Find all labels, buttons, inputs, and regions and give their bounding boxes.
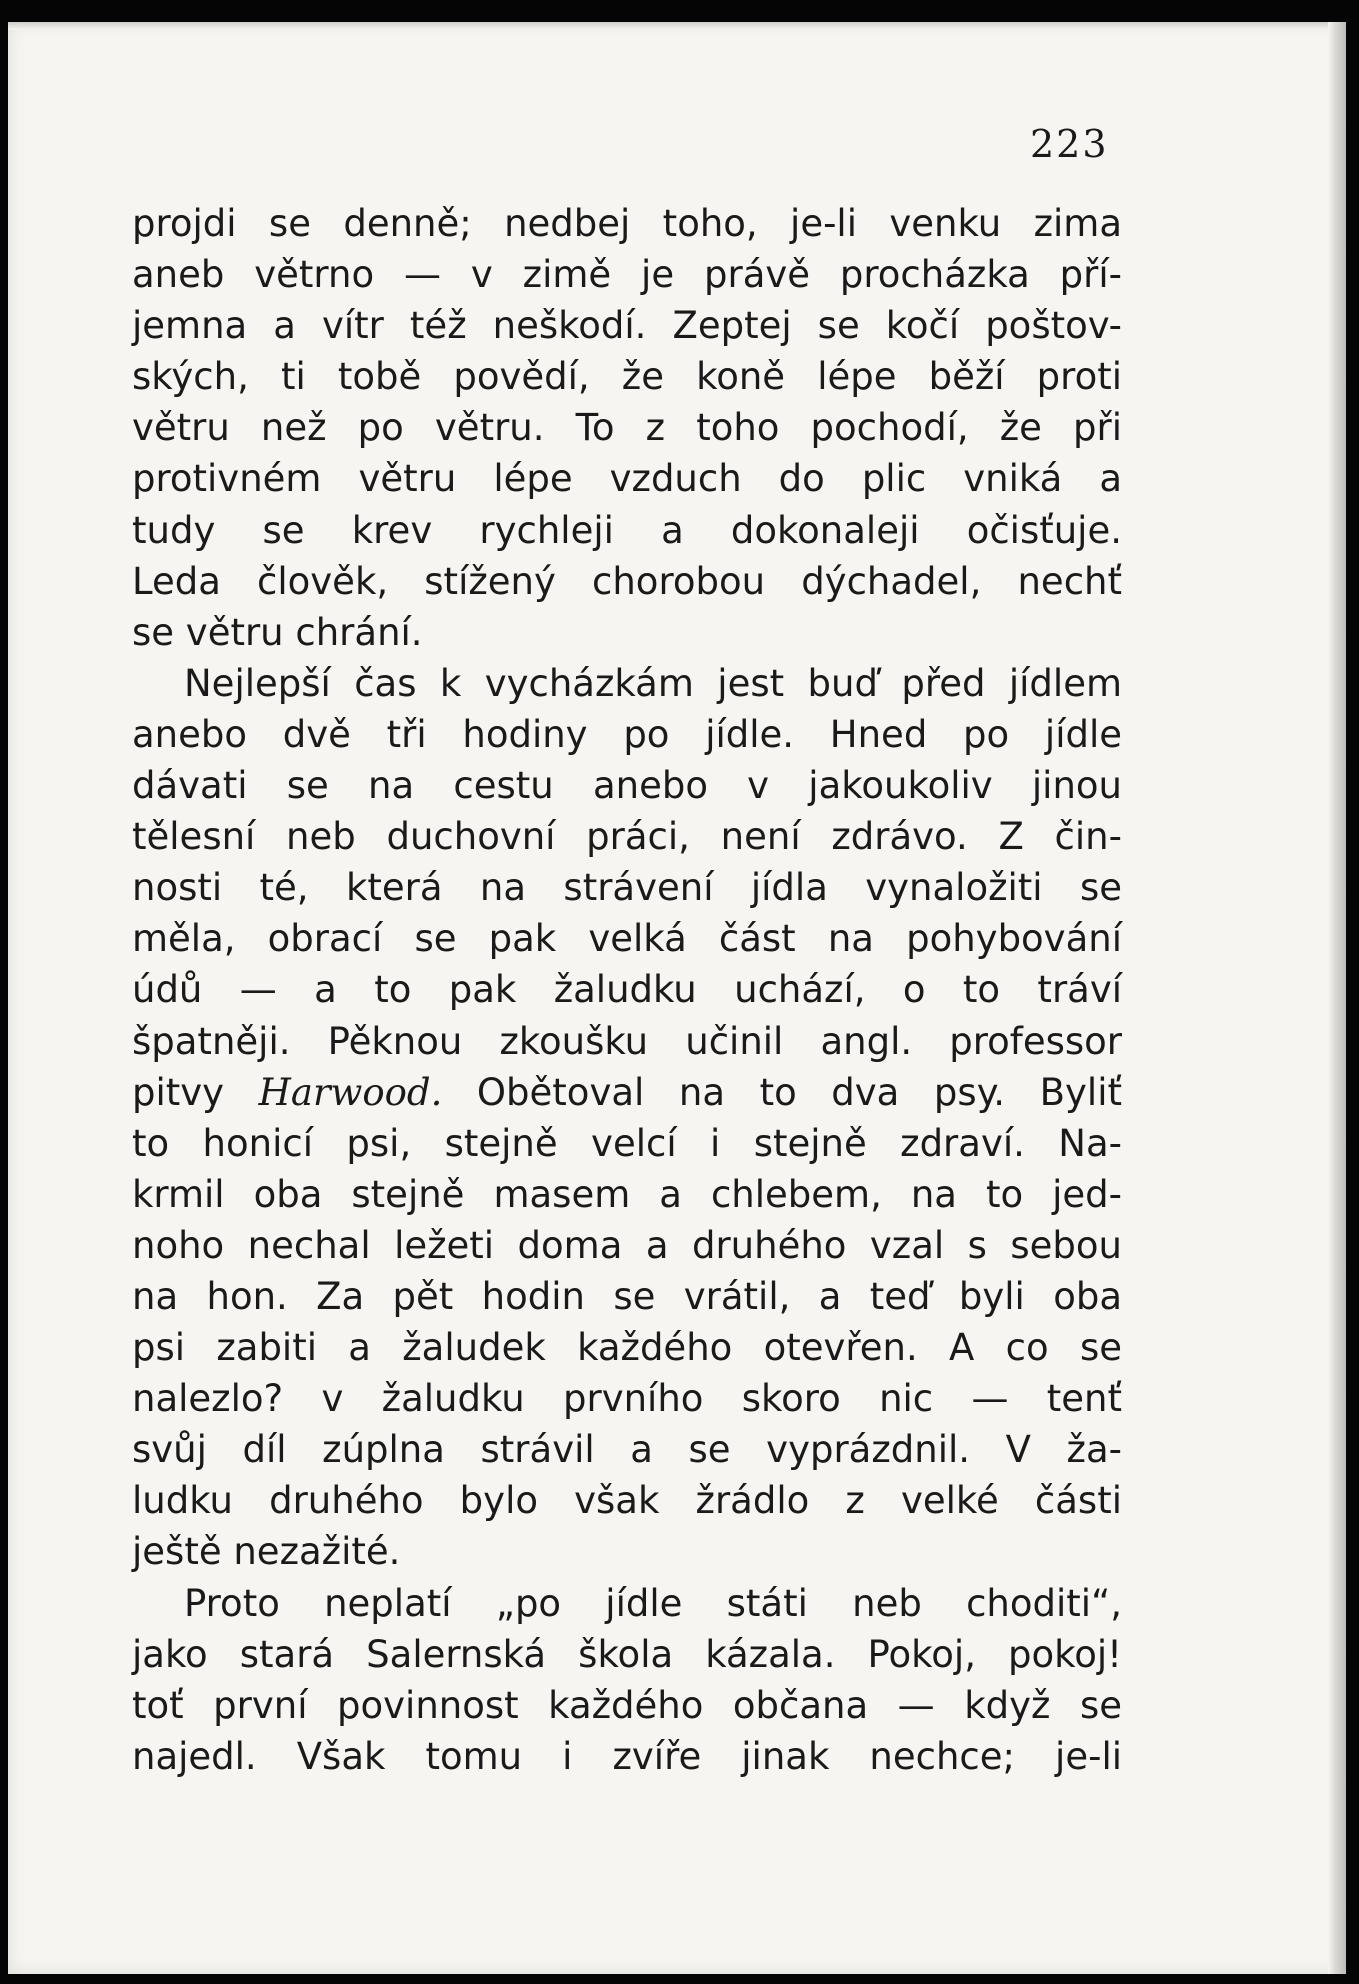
text-fragment: pitvy [132,1070,259,1114]
text-line: ských, ti tobě povědí, že koně lépe běží proti [132,355,1122,399]
text-line: na hon. Za pět hodin se vrátil, a teď byli oba [132,1274,1122,1318]
text-line: aneb větrno — v zimě je právě procházka pří- [132,253,1122,297]
page-right-edge [1328,22,1346,1974]
book-page [8,22,1346,1974]
text-line: jemna a vítr též neškodí. Zeptej se kočí poštov- [132,304,1122,348]
text-line-with-name [132,1067,1122,1118]
text-line: protivném větru lépe vzduch do plic vniká a [132,457,1122,501]
paragraph-end-line: se větru chrání. [132,610,423,654]
body-text [132,198,1122,1782]
text-line: údů — a to pak žaludku uchází, o to tráví [132,968,1122,1012]
text-line: to honicí psi, stejně velcí i stejně zdraví. Na- [132,1121,1122,1165]
paragraph-start-line: Proto neplatí „po jídle státi neb choditi“, [184,1581,1122,1625]
page-top-edge [8,22,1346,30]
page-number: 223 [1030,122,1109,166]
text-line: větru než po větru. To z toho pochodí, že při [132,406,1122,450]
text-line: tělesní neb duchovní práci, není zdrávo. Z čin- [132,815,1122,859]
text-line: jako stará Salernská škola kázala. Pokoj, pokoj! [132,1632,1122,1676]
paragraph-end-line: ještě nezažité. [132,1530,401,1574]
text-line: dávati se na cestu anebo v jakoukoliv jinou [132,764,1122,808]
text-line: měla, obrací se pak velká část na pohybování [132,917,1122,961]
text-line: ludku druhého bylo však žrádlo z velké části [132,1479,1122,1523]
text-line: krmil oba stejně masem a chlebem, na to jed- [132,1172,1122,1216]
text-line: psi zabiti a žaludek každého otevřen. A co se [132,1326,1122,1370]
text-line: najedl. Však tomu i zvíře jinak nechce; je-li [132,1734,1122,1778]
text-line: anebo dvě tři hodiny po jídle. Hned po jídle [132,712,1122,756]
text-line: noho nechal ležeti doma a druhého vzal s sebou [132,1223,1122,1267]
text-line: nosti té, která na strávení jídla vynaložiti se [132,866,1122,910]
text-line: projdi se denně; nedbej toho, je-li venku zima [132,202,1122,245]
text-line: špatněji. Pěknou zkoušku učinil angl. professor [132,1019,1122,1063]
paragraph-start-line: Nejlepší čas k vycházkám jest buď před jídlem [184,661,1122,705]
text-fragment: Obětoval na to dva psy. Byliť [442,1070,1122,1114]
text-line: tudy se krev rychleji a dokonaleji očisťuje. [132,508,1122,552]
text-line: toť první povinnost každého občana — když se [132,1683,1122,1727]
text-line: nalezlo? v žaludku prvního skoro nic — tenť [132,1377,1122,1421]
text-line: svůj díl zúplna strávil a se vyprázdnil. V ža- [132,1428,1122,1472]
italic-name: Harwood. [258,1070,443,1114]
text-line: Leda člověk, stížený chorobou dýchadel, nechť [132,559,1122,603]
